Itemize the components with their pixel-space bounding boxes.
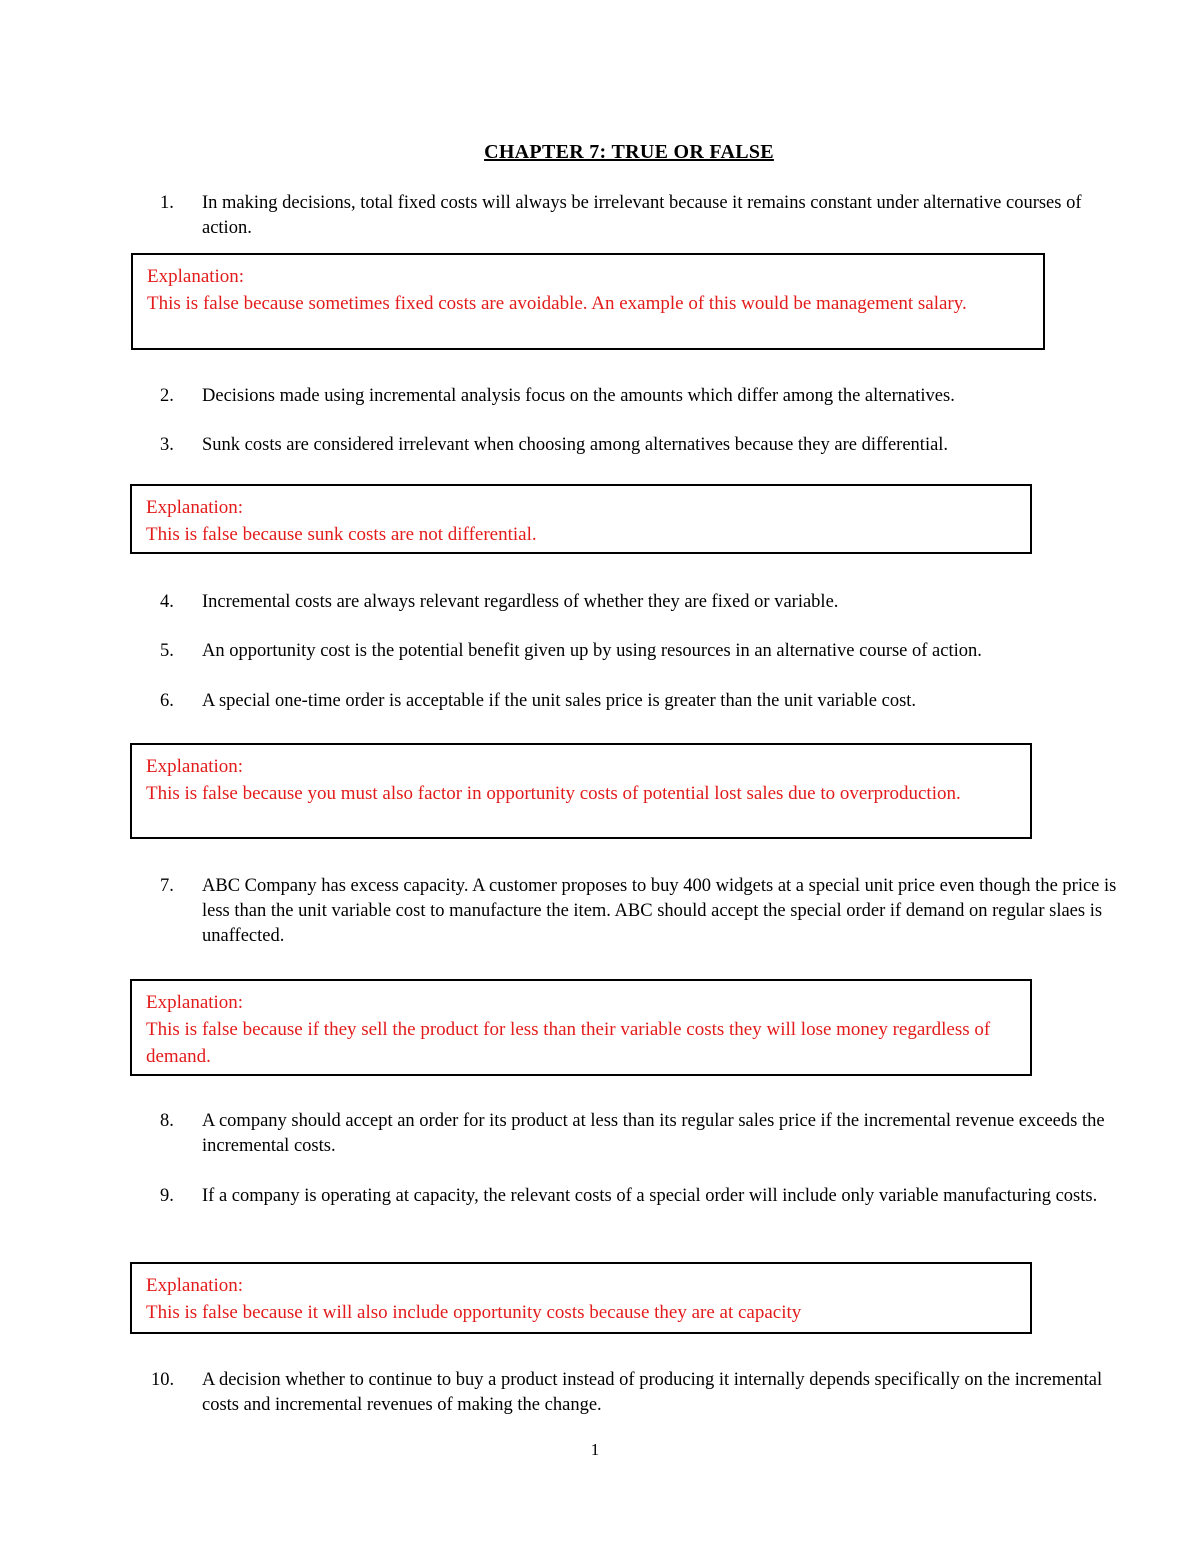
explanation-box: [130, 484, 1032, 554]
question-number: 1.: [160, 193, 174, 213]
explanation-text: This is false because it will also include opportunity costs because they are at capacity: [146, 1302, 802, 1323]
question-number: 5.: [160, 641, 174, 661]
explanation-label: Explanation:: [146, 1275, 244, 1296]
question-text: If a company is operating at capacity, the relevant costs of a special order will include only variable manufacturing costs.: [202, 1186, 1098, 1206]
question-text: A decision whether to continue to buy a product instead of producing it internally depends specifically on the incremental costs and incremental revenues of making the change.: [202, 1370, 1103, 1415]
question-text: Decisions made using incremental analysis focus on the amounts which differ among the alternatives.: [202, 386, 955, 406]
question-item: [160, 384, 1130, 409]
question-text: Incremental costs are always relevant regardless of whether they are fixed or variable.: [202, 592, 839, 612]
explanation-box: [130, 979, 1032, 1076]
explanation-text: This is false because if they sell the product for less than their variable costs they will lose money regardless of demand.: [146, 1019, 991, 1067]
explanation-label: Explanation:: [146, 992, 244, 1013]
question-text: In making decisions, total fixed costs will always be irrelevant because it remains constant under alternative courses of action.: [202, 193, 1082, 238]
explanation-label: Explanation:: [146, 756, 244, 777]
question-number: 8.: [160, 1111, 174, 1131]
explanation-label: Explanation:: [147, 266, 245, 287]
question-item: [160, 639, 1130, 664]
page-title: CHAPTER 7: TRUE OR FALSE: [484, 141, 774, 163]
question-item: [160, 874, 1130, 949]
question-item: [160, 191, 1130, 241]
explanation-text: This is false because you must also factor in opportunity costs of potential lost sales due to overproduction.: [146, 783, 961, 804]
question-number: 10.: [151, 1370, 175, 1390]
explanation-label: Explanation:: [146, 497, 244, 518]
question-text: A special one-time order is acceptable if the unit sales price is greater than the unit variable cost.: [202, 691, 917, 711]
question-text: An opportunity cost is the potential benefit given up by using resources in an alternative course of action.: [202, 641, 982, 661]
question-text: ABC Company has excess capacity. A customer proposes to buy 400 widgets at a special unit price even though the price is less than the unit variable cost to manufacture the item. ABC should accept the special order if demand on regular slaes is unaffected.: [202, 876, 1117, 946]
question-item: [151, 1368, 1130, 1418]
question-number: 2.: [160, 386, 174, 406]
question-number: 4.: [160, 592, 174, 612]
question-text: A company should accept an order for its product at less than its regular sales price if the incremental revenue exceeds the incremental costs.: [202, 1111, 1105, 1156]
explanation-box: [130, 743, 1032, 839]
question-item: [160, 1109, 1130, 1159]
question-number: 9.: [160, 1186, 174, 1206]
explanation-box: [131, 253, 1045, 350]
question-item: [160, 433, 1130, 458]
question-text: Sunk costs are considered irrelevant when choosing among alternatives because they are differential.: [202, 435, 949, 455]
explanation-text: This is false because sunk costs are not differential.: [146, 524, 537, 545]
explanation-box: [130, 1262, 1032, 1334]
question-number: 3.: [160, 435, 174, 455]
question-number: 7.: [160, 876, 174, 896]
question-item: [160, 590, 1130, 615]
page-number: 1: [590, 1440, 600, 1459]
question-number: 6.: [160, 691, 174, 711]
explanation-text: This is false because sometimes fixed costs are avoidable. An example of this would be management salary.: [147, 293, 967, 314]
question-item: [160, 1184, 1130, 1209]
question-item: [160, 689, 1130, 714]
